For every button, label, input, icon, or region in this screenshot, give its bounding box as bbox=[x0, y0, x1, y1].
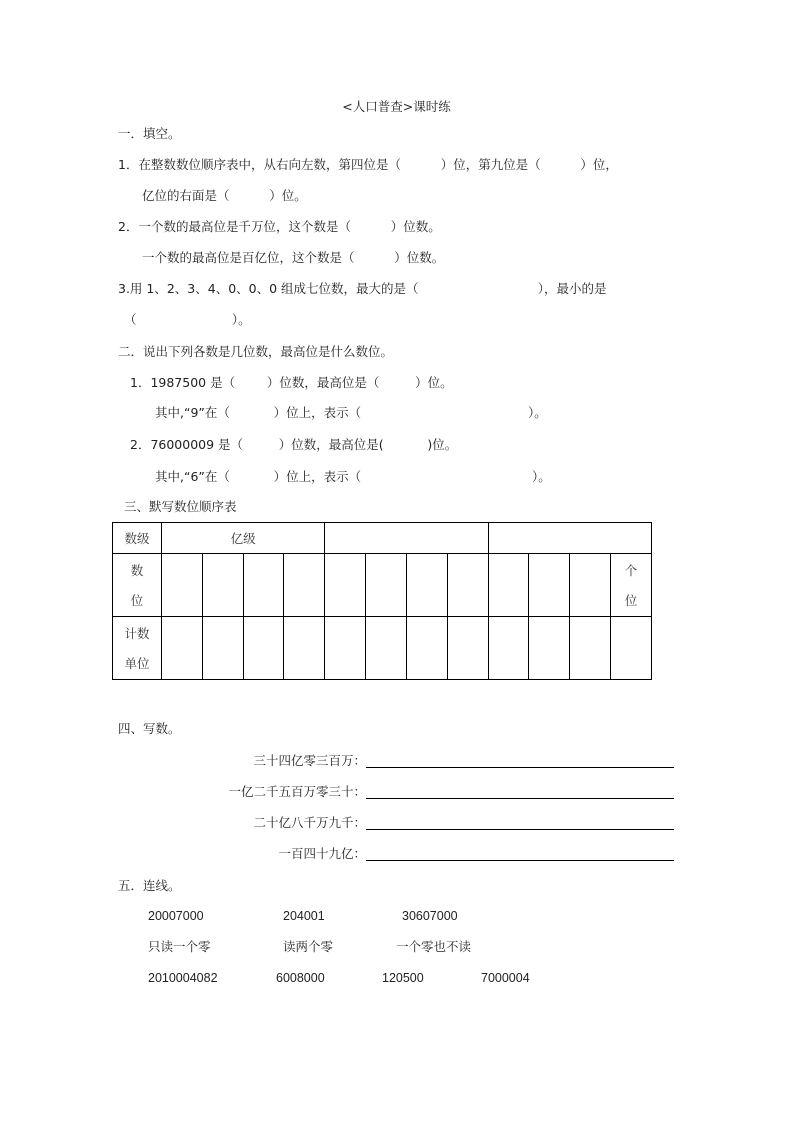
row-label-unit-top: 计数 bbox=[124, 626, 150, 641]
unit-cell[interactable] bbox=[366, 617, 407, 680]
match-number-top[interactable]: 204001 bbox=[283, 909, 325, 923]
unit-cell[interactable] bbox=[325, 617, 366, 680]
unit-cell[interactable] bbox=[284, 617, 325, 680]
unit-cell[interactable] bbox=[529, 617, 570, 680]
section4-heading: 四、写数。 bbox=[118, 721, 181, 736]
section1-heading: 一．填空。 bbox=[118, 126, 181, 141]
table-row-levels bbox=[113, 523, 652, 554]
section5-heading: 五．连线。 bbox=[118, 878, 181, 893]
match-number-bottom[interactable]: 6008000 bbox=[276, 971, 325, 985]
section2-heading: 二．说出下列各数是几位数，最高位是什么数位。 bbox=[118, 344, 394, 359]
write-number-label: 三十四亿零三百万： bbox=[253, 753, 366, 768]
s2-q2-line2: 其中,“6”在（ ）位上，表示（ ）。 bbox=[155, 469, 551, 484]
match-category[interactable]: 读两个零 bbox=[283, 939, 334, 954]
place-cell[interactable] bbox=[325, 554, 366, 617]
match-number-bottom[interactable]: 120500 bbox=[382, 971, 424, 985]
level-yi: 亿级 bbox=[162, 523, 325, 554]
s2-q2-line1: 2．76000009 是（ ）位数，最高位是( )位。 bbox=[130, 437, 458, 452]
ones-place-top: 个 bbox=[624, 563, 638, 578]
match-number-top[interactable]: 20007000 bbox=[148, 909, 204, 923]
q1-line2: 亿位的右面是（ ）位。 bbox=[142, 188, 307, 203]
row-label-place bbox=[113, 554, 162, 617]
ones-place-bottom: 位 bbox=[624, 593, 638, 608]
match-category[interactable]: 只读一个零 bbox=[148, 939, 211, 954]
match-number-bottom[interactable]: 2010004082 bbox=[148, 971, 218, 985]
place-cell[interactable] bbox=[488, 554, 529, 617]
place-value-table bbox=[112, 522, 652, 680]
q2-line2: 一个数的最高位是百亿位，这个数是（ ）位数。 bbox=[142, 250, 445, 265]
level-ge-blank[interactable] bbox=[488, 523, 651, 554]
unit-cell[interactable] bbox=[162, 617, 203, 680]
match-number-bottom[interactable]: 7000004 bbox=[481, 971, 530, 985]
level-wan-blank[interactable] bbox=[325, 523, 488, 554]
place-cell[interactable] bbox=[162, 554, 203, 617]
q2-line1: 2．一个数的最高位是千万位，这个数是（ ）位数。 bbox=[118, 219, 441, 234]
unit-cell[interactable] bbox=[202, 617, 243, 680]
row-label-place-bottom: 位 bbox=[130, 593, 144, 608]
section3-heading: 三、默写数位顺序表 bbox=[124, 499, 237, 514]
row-label-unit-bottom: 单位 bbox=[124, 656, 150, 671]
q1-line1: 1．在整数数位顺序表中，从右向左数，第四位是（ ）位，第九位是（ ）位， bbox=[118, 157, 618, 172]
write-number-label: 一亿二千五百万零三十： bbox=[228, 784, 366, 799]
table-row-places bbox=[113, 554, 652, 617]
q3-line1: 3.用 1、2、3、4、0、0、0 组成七位数，最大的是（ ），最小的是 bbox=[118, 281, 607, 296]
match-category[interactable]: 一个零也不读 bbox=[396, 939, 472, 954]
place-cell[interactable] bbox=[202, 554, 243, 617]
table-row-units bbox=[113, 617, 652, 680]
unit-cell[interactable] bbox=[406, 617, 447, 680]
write-number-label: 二十亿八千万九千： bbox=[253, 815, 366, 830]
answer-line[interactable] bbox=[366, 798, 674, 799]
q3-line2: （ ）。 bbox=[124, 312, 251, 327]
unit-cell[interactable] bbox=[243, 617, 284, 680]
row-label-level: 数级 bbox=[113, 523, 162, 554]
answer-line[interactable] bbox=[366, 829, 674, 830]
s2-q1-line2: 其中,“9”在（ ）位上，表示（ ）。 bbox=[155, 405, 547, 420]
place-cell[interactable] bbox=[447, 554, 488, 617]
place-cell[interactable] bbox=[406, 554, 447, 617]
unit-cell[interactable] bbox=[488, 617, 529, 680]
s2-q1-line1: 1．1987500 是（ ）位数，最高位是（ ）位。 bbox=[130, 375, 453, 390]
row-label-place-top: 数 bbox=[130, 563, 144, 578]
place-cell[interactable] bbox=[284, 554, 325, 617]
unit-cell[interactable] bbox=[611, 617, 652, 680]
unit-cell[interactable] bbox=[570, 617, 611, 680]
place-cell[interactable] bbox=[366, 554, 407, 617]
match-number-top[interactable]: 30607000 bbox=[402, 909, 458, 923]
write-number-label: 一百四十九亿： bbox=[278, 846, 366, 861]
row-label-unit bbox=[113, 617, 162, 680]
unit-cell[interactable] bbox=[447, 617, 488, 680]
page-title: <人口普查>课时练 bbox=[342, 99, 451, 114]
answer-line[interactable] bbox=[366, 767, 674, 768]
answer-line[interactable] bbox=[366, 860, 674, 861]
place-cell-ones bbox=[611, 554, 652, 617]
place-cell[interactable] bbox=[529, 554, 570, 617]
place-cell[interactable] bbox=[570, 554, 611, 617]
place-cell[interactable] bbox=[243, 554, 284, 617]
